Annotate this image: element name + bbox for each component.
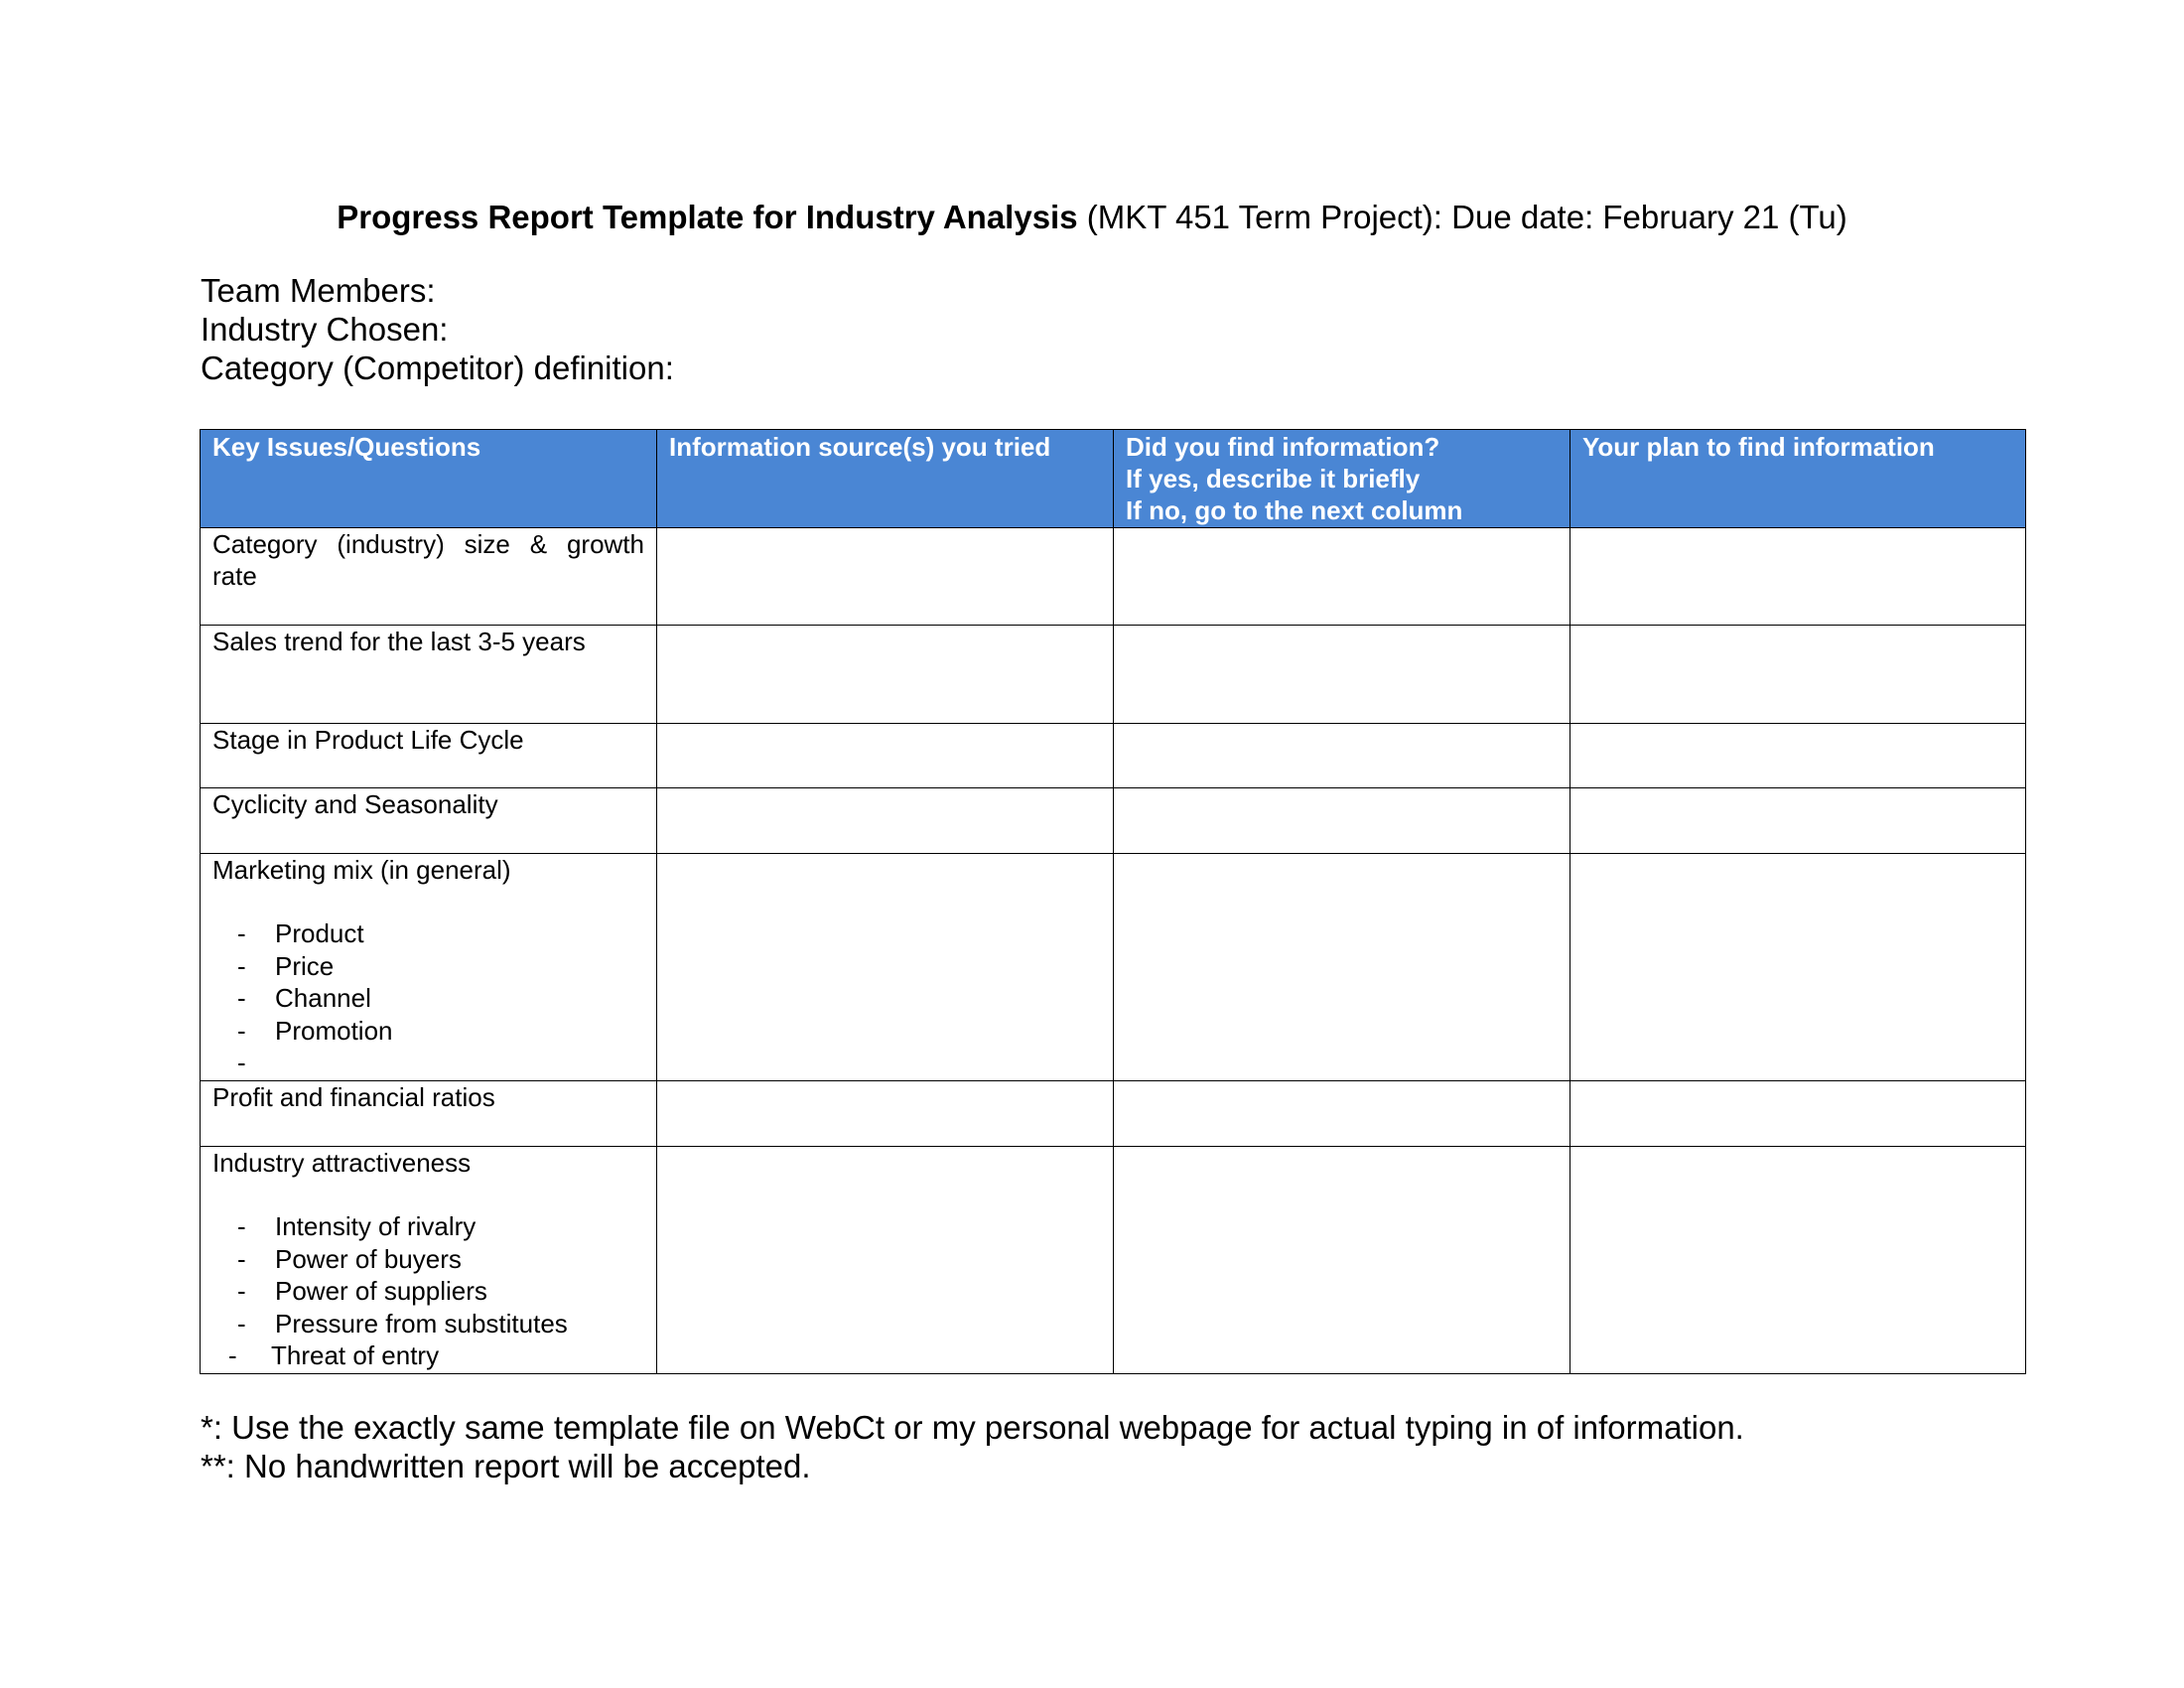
header-line: Key Issues/Questions — [212, 432, 481, 462]
table-row — [201, 528, 2026, 626]
footnote-handwritten: **: No handwritten report will be accepted. — [201, 1448, 811, 1484]
issue-cell — [201, 528, 657, 626]
table-row — [201, 724, 2026, 788]
list-item: - Threat of entry — [228, 1340, 440, 1370]
issue-cell — [201, 854, 657, 1081]
marketing-mix-list — [212, 917, 644, 1079]
sources-cell[interactable] — [657, 724, 1114, 788]
progress-report-table — [200, 429, 2026, 1374]
sources-cell[interactable] — [657, 854, 1114, 1081]
found-cell[interactable] — [1114, 788, 1570, 854]
found-cell[interactable] — [1114, 1147, 1570, 1374]
footnotes — [201, 1408, 1744, 1485]
sources-cell[interactable] — [657, 626, 1114, 724]
list-item: - Promotion — [237, 1015, 393, 1046]
footnote-template: *: Use the exactly same template file on WebCt or my personal webpage for actual typing in of information. — [201, 1409, 1744, 1446]
header-line: Did you find information? — [1126, 432, 1440, 462]
title-rest-part: (MKT 451 Term Project): Due date: February 21 (Tu) — [1077, 199, 1847, 235]
header-your-plan — [1570, 430, 2026, 528]
table-row — [201, 854, 2026, 1081]
issue-cell — [201, 626, 657, 724]
plan-cell[interactable] — [1570, 724, 2026, 788]
table-row — [201, 1081, 2026, 1147]
plan-cell[interactable] — [1570, 1081, 2026, 1147]
list-item: - Power of suppliers — [237, 1276, 487, 1306]
plan-cell[interactable] — [1570, 626, 2026, 724]
issue-label: Category (industry) size & growth rate — [212, 529, 644, 591]
list-item-label: Promotion — [275, 1015, 393, 1046]
plan-cell[interactable] — [1570, 788, 2026, 854]
list-item-label: Power of suppliers — [275, 1276, 487, 1306]
header-line: Information source(s) you tried — [669, 432, 1051, 462]
industry-attractiveness-list — [212, 1210, 644, 1372]
issue-label: Profit and financial ratios — [212, 1082, 495, 1112]
list-item-label: Price — [275, 950, 335, 981]
issue-label: Marketing mix (in general) — [212, 855, 511, 885]
found-cell[interactable] — [1114, 724, 1570, 788]
issue-cell — [201, 1081, 657, 1147]
header-line: If no, go to the next column — [1126, 495, 1463, 525]
table-header-row — [201, 430, 2026, 528]
sources-cell[interactable] — [657, 788, 1114, 854]
industry-chosen-field: Industry Chosen: — [201, 311, 449, 348]
table-row — [201, 1147, 2026, 1374]
list-item: - Channel — [237, 983, 371, 1013]
list-item-label: Power of buyers — [275, 1243, 462, 1274]
table-row — [201, 626, 2026, 724]
list-item-label: Pressure from substitutes — [275, 1308, 568, 1338]
list-item-label: Intensity of rivalry — [275, 1211, 477, 1241]
header-information-sources — [657, 430, 1114, 528]
issue-label: Cyclicity and Seasonality — [212, 789, 498, 819]
header-line: Your plan to find information — [1582, 432, 1935, 462]
sources-cell[interactable] — [657, 1081, 1114, 1147]
issue-label: Sales trend for the last 3-5 years — [212, 627, 586, 656]
list-item-label: Product — [275, 918, 364, 948]
table-row — [201, 788, 2026, 854]
sources-cell[interactable] — [657, 528, 1114, 626]
list-item: - Intensity of rivalry — [237, 1211, 477, 1241]
document-title — [0, 196, 2184, 239]
found-cell[interactable] — [1114, 1081, 1570, 1147]
list-item-label: Channel — [275, 983, 371, 1013]
list-item: - Product — [237, 918, 364, 948]
plan-cell[interactable] — [1570, 854, 2026, 1081]
header-did-you-find — [1114, 430, 1570, 528]
found-cell[interactable] — [1114, 528, 1570, 626]
plan-cell[interactable] — [1570, 1147, 2026, 1374]
list-item: - Power of buyers — [237, 1243, 462, 1274]
plan-cell[interactable] — [1570, 528, 2026, 626]
list-item-empty: - — [237, 1048, 246, 1077]
issue-cell — [201, 724, 657, 788]
issue-cell — [201, 1147, 657, 1374]
header-line: If yes, describe it briefly — [1126, 464, 1421, 493]
team-members-field: Team Members: — [201, 272, 436, 309]
issue-label: Stage in Product Life Cycle — [212, 725, 524, 755]
list-item: - Pressure from substitutes — [237, 1308, 568, 1338]
category-definition-field: Category (Competitor) definition: — [201, 350, 674, 386]
found-cell[interactable] — [1114, 626, 1570, 724]
found-cell[interactable] — [1114, 854, 1570, 1081]
issue-cell — [201, 788, 657, 854]
list-item-label: Threat of entry — [271, 1340, 440, 1370]
list-item: - Price — [237, 950, 335, 981]
sources-cell[interactable] — [657, 1147, 1114, 1374]
header-fields — [201, 271, 674, 387]
issue-label: Industry attractiveness — [212, 1148, 472, 1178]
title-bold-part: Progress Report Template for Industry Analysis — [337, 199, 1078, 235]
header-key-issues — [201, 430, 657, 528]
